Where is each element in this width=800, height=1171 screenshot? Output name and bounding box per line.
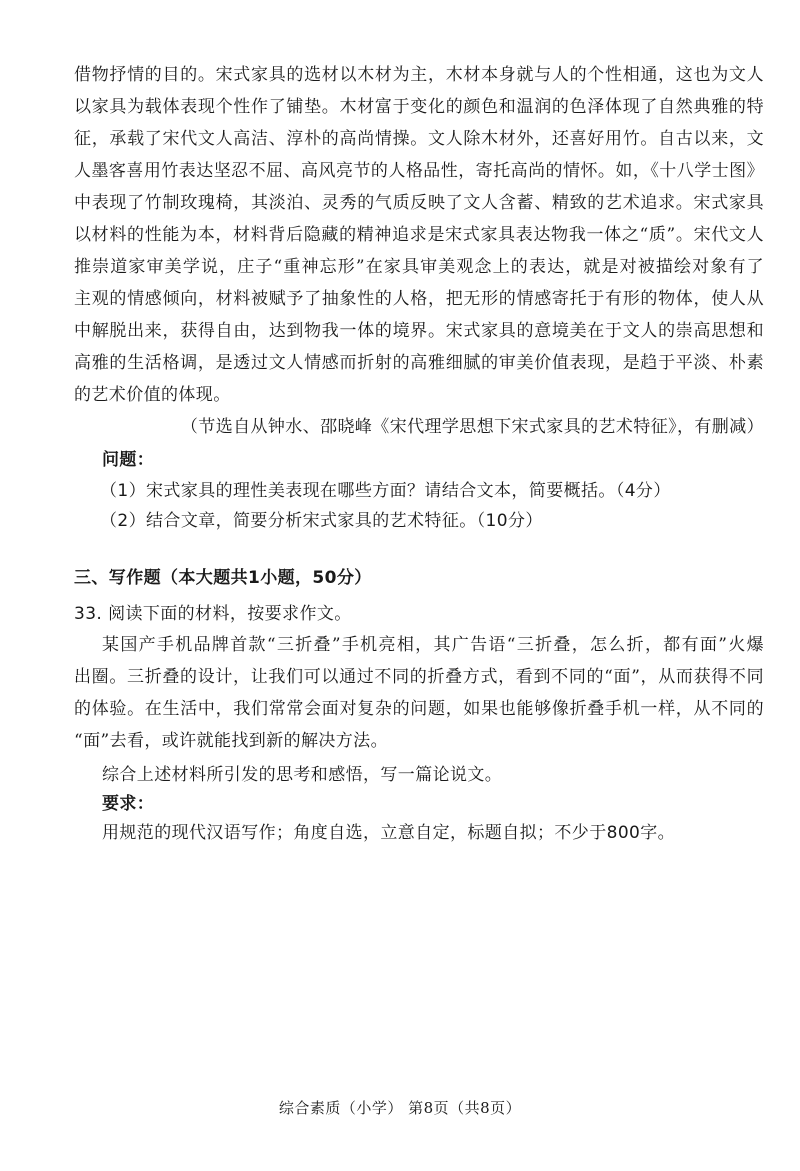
passage-line: 主观的情感倾向，材料被赋予了抽象性的人格，把无形的情感寄托于有形的物体，使人从 <box>74 289 764 309</box>
section-heading: 三、写作题（本大题共1小题，50分） <box>74 568 372 588</box>
material-line: 出圈。三折叠的设计，让我们可以通过不同的折叠方式，看到不同的“面”，从而获得不同 <box>74 667 764 687</box>
passage-line: 以家具为载体表现个性作了铺垫。木材富于变化的颜色和温润的色泽体现了自然典雅的特 <box>74 97 764 117</box>
passage-line: 中表现了竹制玫瑰椅，其淡泊、灵秀的气质反映了文人含蓄、精致的艺术追求。宋式家具 <box>74 193 764 213</box>
requirements-text: 用规范的现代汉语写作；角度自选，立意自定，标题自拟；不少于800字。 <box>102 823 676 843</box>
material-line: 某国产手机品牌首款“三折叠”手机亮相，其广告语“三折叠，怎么折，都有面”火爆 <box>102 635 764 655</box>
question-prompt: 阅读下面的材料，按要求作文。 <box>108 604 352 624</box>
material-line: “面”去看，或许就能找到新的解决方法。 <box>74 731 388 751</box>
passage-line: 高雅的生活格调，是透过文人情感而折射的高雅细腻的审美价值表现，是趋于平淡、朴素 <box>74 353 764 373</box>
passage-source: （节选自从钟水、邵晓峰《宋代理学思想下宋式家具的艺术特征》，有删减） <box>180 417 764 437</box>
page-footer: 综合素质（小学） 第8页（共8页） <box>278 1099 522 1117</box>
questions-label: 问题： <box>102 450 155 470</box>
question-item: （2）结合文章，简要分析宋式家具的艺术特征。（10分） <box>100 511 543 531</box>
writing-instruction: 综合上述材料所引发的思考和感悟，写一篇论说文。 <box>102 765 503 785</box>
passage-line: 推崇道家审美学说，庄子“重神忘形”在家具审美观念上的表达，就是对被描绘对象有了 <box>74 257 764 277</box>
question-item: （1）宋式家具的理性美表现在哪些方面？请结合文本，简要概括。（4分） <box>100 481 671 501</box>
passage-line: 征，承载了宋代文人高洁、淳朴的高尚情操。文人除木材外，还喜好用竹。自古以来，文 <box>74 129 764 149</box>
passage-line: 人墨客喜用竹表达坚忍不屈、高风亮节的人格品性，寄托高尚的情怀。如，《十八学士图》 <box>74 161 764 181</box>
passage-line: 借物抒情的目的。宋式家具的选材以木材为主，木材本身就与人的个性相通，这也为文人 <box>74 65 764 85</box>
question-33 <box>74 602 764 626</box>
passage-line: 中解脱出来，获得自由，达到物我一体的境界。宋式家具的意境美在于文人的崇高思想和 <box>74 321 764 341</box>
requirements-label: 要求： <box>102 794 155 814</box>
passage-line: 的艺术价值的体现。 <box>74 385 231 405</box>
material-line: 的体验。在生活中，我们常常会面对复杂的问题，如果也能够像折叠手机一样，从不同的 <box>74 699 764 719</box>
passage-line: 以材料的性能为本，材料背后隐藏的精神追求是宋式家具表达物我一体之“质”。宋代文人 <box>74 225 764 245</box>
question-number: 33. <box>74 604 103 624</box>
